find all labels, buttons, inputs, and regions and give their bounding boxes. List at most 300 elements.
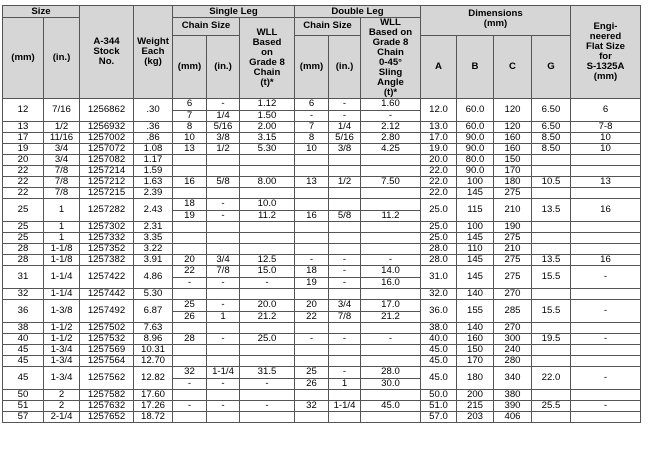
double-chain-mm-cell: 8: [295, 133, 329, 144]
single-wll-cell-part: -: [240, 378, 294, 390]
size-mm-cell: 38: [3, 323, 44, 334]
double-wll-cell-part: 14.0: [381, 265, 400, 277]
split-cell: [240, 99, 294, 121]
split-cell: [361, 367, 420, 389]
double-chain-in-cell: -: [329, 255, 361, 266]
size-in-cell: 1: [44, 199, 80, 222]
dim-g-cell: [532, 155, 571, 166]
single-wll-cell: [240, 155, 295, 166]
table-row: [3, 177, 641, 188]
dim-b-header: B: [457, 35, 494, 98]
single-chain-in-cell: -: [207, 401, 240, 412]
stock-no-cell: 1257442: [80, 289, 134, 300]
size-mm-cell: 45: [3, 367, 44, 390]
dim-a-cell: 38.0: [421, 323, 457, 334]
single-chain-in-cell-part: -: [221, 299, 225, 311]
split-cell: [295, 99, 328, 121]
split-cell: [329, 300, 360, 322]
dim-a-cell: 20.0: [421, 155, 457, 166]
single-chain-in-cell: [207, 222, 240, 233]
size-in-cell: 11/16: [44, 133, 80, 144]
weight-cell: 18.72: [134, 412, 173, 423]
split-cell: [329, 99, 360, 121]
double-chain-in-cell: [329, 99, 361, 122]
double-chain-in-cell-part: -: [342, 98, 347, 110]
double-chain-mm-cell-part: 20: [306, 299, 317, 311]
size-mm-cell: 28: [3, 255, 44, 266]
dim-a-header: A: [421, 35, 457, 98]
single-chain-in-cell: [207, 289, 240, 300]
flat-size-cell: [571, 323, 641, 334]
double-chain-mm-cell: 7: [295, 122, 329, 133]
double-chain-mm-cell: [295, 155, 329, 166]
dim-a-cell: 12.0: [421, 99, 457, 122]
double-wll-cell-part: 11.2: [361, 210, 420, 222]
table-row: [3, 233, 641, 244]
dim-a-cell: 17.0: [421, 133, 457, 144]
double-wll-cell-part: 28.0: [381, 366, 400, 378]
weight-cell: 7.63: [134, 323, 173, 334]
double-chain-in-cell-part: -: [342, 366, 347, 378]
dim-b-cell: 60.0: [457, 122, 494, 133]
dim-c-cell: 300: [494, 334, 532, 345]
single-chain-mm-cell: 16: [173, 177, 207, 188]
double-chain-in-cell: [329, 155, 361, 166]
dim-b-cell: 180: [457, 367, 494, 390]
single-wll-header: [240, 18, 295, 99]
single-chain-mm-cell: [173, 356, 207, 367]
double-chain-in-cell-part: -: [329, 277, 360, 289]
size-mm-cell: 40: [3, 334, 44, 345]
split-cell: [207, 367, 239, 389]
double-chain-mm-cell: [295, 367, 329, 390]
single-wll-cell: 5.30: [240, 144, 295, 155]
single-wll-cell-part: -: [240, 277, 294, 289]
single-chain-mm-cell-part: 18: [184, 198, 195, 210]
dim-g-cell: 15.5: [532, 300, 571, 323]
single-chain-in-cell: [207, 166, 240, 177]
dim-a-cell: 36.0: [421, 300, 457, 323]
flat-size-cell: [571, 244, 641, 255]
single-chain-in-cell-part: -: [221, 98, 225, 110]
dimensions-header-text: Dimensions (mm): [468, 8, 523, 29]
single-chain-in-cell: [207, 323, 240, 334]
double-chain-mm-cell-part: 16: [295, 210, 328, 222]
dim-c-cell: 210: [494, 199, 532, 222]
size-mm-cell: 32: [3, 289, 44, 300]
dim-g-cell: [532, 222, 571, 233]
size-mm-cell: 25: [3, 199, 44, 222]
dim-b-cell: 90.0: [457, 133, 494, 144]
stock-no-cell: 1256932: [80, 122, 134, 133]
dim-g-header: G: [532, 35, 571, 98]
double-chain-mm-cell-part: 18: [306, 265, 317, 277]
size-in-cell: 2: [44, 390, 80, 401]
double-wll-cell: 2.12: [361, 122, 421, 133]
double-chain-in-cell: 1/2: [329, 177, 361, 188]
dim-g-cell: [532, 233, 571, 244]
dim-c-cell: 406: [494, 412, 532, 423]
single-chain-in-cell-part: 1-1/4: [212, 366, 234, 378]
single-wll-cell: 12.5: [240, 255, 295, 266]
dim-g-cell: [532, 390, 571, 401]
double-wll-cell-part: 1.60: [381, 98, 400, 110]
weight-cell: 3.35: [134, 233, 173, 244]
stock-no-cell: 1257562: [80, 367, 134, 390]
size-mm-cell: 45: [3, 345, 44, 356]
dim-g-cell: [532, 188, 571, 199]
single-wll-cell: [240, 300, 295, 323]
dim-c-cell: 285: [494, 300, 532, 323]
table-row: [3, 188, 641, 199]
stock-no-cell: 1257082: [80, 155, 134, 166]
double-chain-in-cell-part: [329, 199, 360, 210]
table-row: [3, 99, 641, 122]
double-wll-cell: [361, 155, 421, 166]
weight-header-text: Weight Each (kg): [137, 36, 169, 67]
size-mm-cell: 50: [3, 390, 44, 401]
double-chain-in-cell: [329, 199, 361, 222]
single-chain-in-cell: [207, 356, 240, 367]
single-wll-cell: 25.0: [240, 334, 295, 345]
size-mm-cell: 25: [3, 222, 44, 233]
size-in-cell: 1/2: [44, 122, 80, 133]
single-wll-cell: [240, 412, 295, 423]
double-chain-in-cell: [329, 166, 361, 177]
split-cell: [240, 300, 294, 322]
table-row: [3, 412, 641, 423]
flat-size-cell: -: [571, 266, 641, 289]
table-row: [3, 122, 641, 133]
single-wll-cell: [240, 367, 295, 390]
double-wll-cell-part: 21.2: [361, 311, 420, 323]
dim-g-cell: [532, 323, 571, 334]
dim-g-cell: 15.5: [532, 266, 571, 289]
dim-b-cell: 100: [457, 222, 494, 233]
size-in-cell: 7/8: [44, 166, 80, 177]
table-row: [3, 334, 641, 345]
dim-a-cell: 13.0: [421, 122, 457, 133]
double-chain-in-cell: 1-1/4: [329, 401, 361, 412]
split-cell: [329, 266, 360, 288]
weight-cell: 2.39: [134, 188, 173, 199]
flat-size-cell: [571, 390, 641, 401]
size-in-cell: 1-3/4: [44, 356, 80, 367]
table-row: [3, 255, 641, 266]
single-wll-cell: -: [240, 401, 295, 412]
dim-c-cell: 340: [494, 367, 532, 390]
weight-cell: 4.86: [134, 266, 173, 289]
single-chain-in-cell-part: -: [207, 378, 239, 390]
double-chain-in-cell: [329, 323, 361, 334]
single-leg-header: Single Leg: [173, 6, 295, 18]
table-row: [3, 222, 641, 233]
single-chain-in-cell-part: 1: [207, 311, 239, 323]
stock-no-cell: 1257215: [80, 188, 134, 199]
single-wll-cell-part: 11.2: [240, 210, 294, 222]
dim-g-cell: [532, 345, 571, 356]
split-cell: [173, 300, 206, 322]
size-in-cell: 1-1/4: [44, 266, 80, 289]
dim-c-cell: 380: [494, 390, 532, 401]
flat-size-cell: 10: [571, 133, 641, 144]
double-wll-cell: 4.25: [361, 144, 421, 155]
double-chain-mm-cell: [295, 188, 329, 199]
size-mm-cell: 36: [3, 300, 44, 323]
double-chain-mm-cell: [295, 323, 329, 334]
size-in-cell: 1-1/8: [44, 255, 80, 266]
weight-cell: 12.82: [134, 367, 173, 390]
dim-a-cell: 45.0: [421, 367, 457, 390]
size-mm-cell: 31: [3, 266, 44, 289]
single-chain-mm-cell-part: 19: [173, 210, 206, 222]
double-wll-cell-part: [361, 199, 420, 210]
double-chain-mm-cell: [295, 233, 329, 244]
double-chain-mm-cell: [295, 244, 329, 255]
split-cell: [207, 199, 239, 221]
stock-no-cell: 1257632: [80, 401, 134, 412]
dim-a-cell: 22.0: [421, 177, 457, 188]
dim-b-cell: 145: [457, 233, 494, 244]
single-chain-mm-cell-part: 32: [184, 366, 195, 378]
single-wll-cell: [240, 345, 295, 356]
double-chain-in-cell: [329, 289, 361, 300]
flat-size-cell: [571, 222, 641, 233]
size-in-cell: 7/8: [44, 177, 80, 188]
dim-b-cell: 115: [457, 199, 494, 222]
split-cell: [207, 99, 239, 121]
flat-size-cell: 16: [571, 199, 641, 222]
single-wll-cell-part: 10.0: [257, 198, 277, 210]
split-cell: [295, 266, 328, 288]
table-row: [3, 133, 641, 144]
dim-b-cell: 60.0: [457, 99, 494, 122]
double-wll-cell: [361, 266, 421, 289]
single-chain-in-header: (in.): [207, 35, 240, 98]
split-cell: [361, 199, 420, 221]
double-chain-in-cell-part: 3/4: [337, 299, 352, 311]
double-chain-mm-cell-part: [295, 199, 328, 210]
weight-header: [134, 6, 173, 99]
dim-b-cell: 200: [457, 390, 494, 401]
flat-size-cell: 7-8: [571, 122, 641, 133]
dim-g-cell: 22.0: [532, 367, 571, 390]
double-wll-cell: [361, 323, 421, 334]
single-chain-in-cell-part: -: [207, 277, 239, 289]
double-wll-cell-part: 17.0: [381, 299, 400, 311]
single-chain-mm-cell: 13: [173, 144, 207, 155]
flat-size-cell: 16: [571, 255, 641, 266]
stock-no-cell: 1257652: [80, 412, 134, 423]
weight-cell: 10.31: [134, 345, 173, 356]
size-mm-cell: 22: [3, 177, 44, 188]
flat-size-cell: -: [571, 401, 641, 412]
dim-a-cell: 25.0: [421, 199, 457, 222]
dim-b-cell: 80.0: [457, 155, 494, 166]
single-chain-mm-cell: [173, 199, 207, 222]
double-wll-cell: [361, 188, 421, 199]
single-chain-mm-cell: [173, 367, 207, 390]
double-wll-cell: [361, 166, 421, 177]
flat-size-cell: -: [571, 367, 641, 390]
split-cell: [207, 300, 239, 322]
weight-cell: .86: [134, 133, 173, 144]
weight-cell: 1.08: [134, 144, 173, 155]
weight-cell: 2.31: [134, 222, 173, 233]
size-mm-cell: 22: [3, 188, 44, 199]
single-chain-mm-cell: [173, 390, 207, 401]
double-chain-mm-cell-part: 19: [295, 277, 328, 289]
size-in-cell: 2-1/4: [44, 412, 80, 423]
single-chain-mm-cell-part: 26: [173, 311, 206, 323]
dim-c-cell: 240: [494, 345, 532, 356]
double-chain-in-cell: [329, 222, 361, 233]
flat-size-cell: [571, 188, 641, 199]
double-chain-mm-cell: [295, 300, 329, 323]
dim-a-cell: 50.0: [421, 390, 457, 401]
single-chain-mm-cell: [173, 99, 207, 122]
dim-g-cell: 6.50: [532, 122, 571, 133]
split-cell: [173, 266, 206, 288]
single-chain-mm-cell-part: 7: [173, 110, 206, 122]
split-cell: [361, 300, 420, 322]
double-chain-in-cell: [329, 412, 361, 423]
double-chain-in-cell: -: [329, 334, 361, 345]
single-chain-in-cell: -: [207, 334, 240, 345]
spec-table-body: [3, 99, 641, 423]
double-chain-in-cell: [329, 390, 361, 401]
single-wll-cell: [240, 222, 295, 233]
table-row: [3, 390, 641, 401]
single-chain-mm-cell-part: -: [173, 378, 206, 390]
double-chain-mm-cell: 13: [295, 177, 329, 188]
size-in-cell: 1-3/4: [44, 345, 80, 356]
single-chain-mm-header: (mm): [173, 35, 207, 98]
split-cell: [240, 199, 294, 221]
size-mm-cell: 28: [3, 244, 44, 255]
double-chain-mm-cell-part: 6: [308, 98, 315, 110]
single-chain-in-cell-part: -: [207, 210, 239, 222]
double-chain-in-cell: [329, 266, 361, 289]
dim-b-cell: 110: [457, 244, 494, 255]
split-cell: [361, 99, 420, 121]
stock-no-cell: 1257582: [80, 390, 134, 401]
dim-g-cell: 6.50: [532, 99, 571, 122]
double-wll-cell: [361, 390, 421, 401]
flat-size-cell: [571, 289, 641, 300]
double-chain-mm-cell: [295, 356, 329, 367]
single-wll-cell: [240, 233, 295, 244]
dim-c-cell: 120: [494, 122, 532, 133]
flat-size-cell: [571, 233, 641, 244]
dim-c-cell: 150: [494, 155, 532, 166]
dim-c-cell: 180: [494, 177, 532, 188]
flat-size-cell: 6: [571, 99, 641, 122]
single-chain-mm-cell: [173, 300, 207, 323]
dim-g-cell: 13.5: [532, 199, 571, 222]
single-chain-in-cell: 5/8: [207, 177, 240, 188]
single-chain-in-cell-part: 1/4: [207, 110, 239, 122]
double-wll-cell: [361, 99, 421, 122]
single-wll-cell-part: 21.2: [240, 311, 294, 323]
single-chain-in-cell: [207, 233, 240, 244]
double-wll-cell: [361, 199, 421, 222]
single-chain-mm-cell: [173, 244, 207, 255]
stock-no-cell: 1257564: [80, 356, 134, 367]
single-wll-cell-part: 20.0: [257, 299, 277, 311]
single-chain-in-cell-part: 7/8: [216, 265, 230, 277]
size-in-cell: 1: [44, 222, 80, 233]
split-cell: [173, 199, 206, 221]
weight-cell: 17.60: [134, 390, 173, 401]
single-chain-mm-cell: [173, 345, 207, 356]
double-wll-cell: [361, 233, 421, 244]
table-row: [3, 345, 641, 356]
size-in-cell: 2: [44, 401, 80, 412]
size-mm-cell: 25: [3, 233, 44, 244]
dim-c-cell: 210: [494, 244, 532, 255]
single-wll-cell: [240, 356, 295, 367]
stock-no-cell: 1257382: [80, 255, 134, 266]
double-wll-cell: 7.50: [361, 177, 421, 188]
dim-b-cell: 100: [457, 177, 494, 188]
stock-no-cell: 1257212: [80, 177, 134, 188]
double-wll-cell: [361, 222, 421, 233]
size-in-cell: 1-1/4: [44, 289, 80, 300]
size-in-cell: 1-1/2: [44, 323, 80, 334]
single-chain-in-cell: [207, 412, 240, 423]
double-chain-in-cell: 5/16: [329, 133, 361, 144]
single-chain-mm-cell: [173, 412, 207, 423]
split-cell: [207, 266, 239, 288]
size-in-cell: 7/16: [44, 99, 80, 122]
dim-b-cell: 145: [457, 255, 494, 266]
weight-cell: 1.63: [134, 177, 173, 188]
dim-b-cell: 160: [457, 334, 494, 345]
single-chain-in-cell: [207, 155, 240, 166]
single-chain-mm-cell: [173, 166, 207, 177]
single-chain-mm-cell: 8: [173, 122, 207, 133]
flat-size-cell: -: [571, 300, 641, 323]
double-chain-mm-cell: [295, 99, 329, 122]
single-wll-cell: [240, 323, 295, 334]
single-wll-cell: 8.00: [240, 177, 295, 188]
double-chain-in-cell: [329, 188, 361, 199]
single-chain-in-cell: 3/4: [207, 255, 240, 266]
dim-g-cell: [532, 356, 571, 367]
double-chain-mm-header: (mm): [295, 35, 329, 98]
flat-size-cell: [571, 166, 641, 177]
split-cell: [361, 266, 420, 288]
double-chain-in-cell: [329, 300, 361, 323]
split-cell: [240, 266, 294, 288]
weight-cell: 17.26: [134, 401, 173, 412]
dim-c-cell: 170: [494, 166, 532, 177]
size-in-cell: 3/4: [44, 144, 80, 155]
single-chain-in-cell-part: -: [221, 198, 225, 210]
double-chain-in-cell-part: 1: [329, 378, 360, 390]
stock-no-cell: 1257214: [80, 166, 134, 177]
dim-c-cell: 270: [494, 289, 532, 300]
single-wll-cell-part: 1.50: [240, 110, 294, 122]
table-row: [3, 367, 641, 390]
dim-c-cell: 120: [494, 99, 532, 122]
single-wll-cell: [240, 199, 295, 222]
dim-a-cell: 32.0: [421, 289, 457, 300]
dim-a-cell: 31.0: [421, 266, 457, 289]
stock-no-cell: 1257352: [80, 244, 134, 255]
double-wll-cell: [361, 244, 421, 255]
